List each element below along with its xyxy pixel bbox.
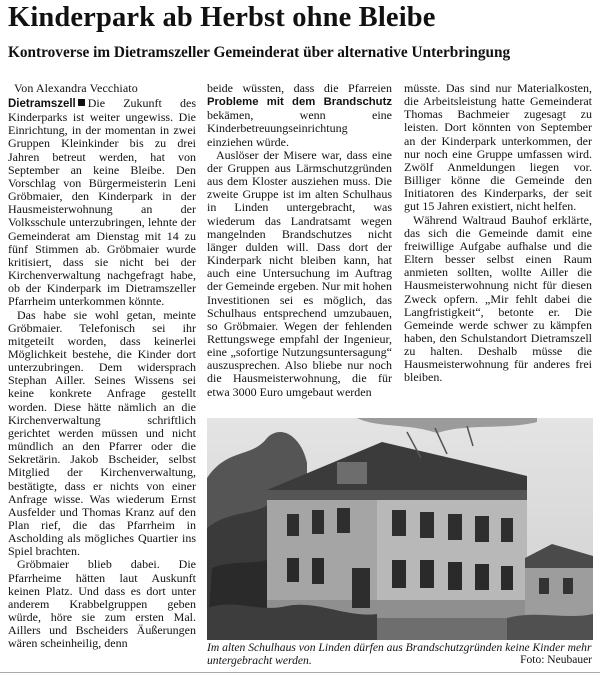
highlighted-text: Probleme mit dem Brandschutz [207,96,392,109]
paragraph [207,82,392,149]
schoolhouse-image [207,418,593,640]
paragraph-text: Die Zukunft des Kinderparks ist weiter ungewiss. Die Einrichtung, in der momentan in zwei Gruppen Kleinkinder bis zu drei Jahren betreut werden, hat von September an keine Bleibe. Den Vorschlag von Bürgermeisterin Leni Gröbmaier, den Kinderpark in der Hausmeisterwohnung an der Volksschule unterzubringen, lehnte der Gemeinderat am Dienstag mit 14 zu fünf Stimmen ab. Gröbmaier wurde kritisiert, dass sie nicht bei der Kirchenverwaltung nachgefragt habe, ob der Kinderpark im Dietramszeller Pfarrheim unterkommen könnte. [8,96,196,309]
headline: Kinderpark ab Herbst ohne Bleibe [8,2,436,33]
article-column-2 [207,82,392,399]
paragraph: Das habe sie wohl getan, meinte Gröbmaier. Telefonisch sei ihr mitgeteilt worden, dass keinerlei Möglichkeit bestehe, die Kinder dort unterzubringen. Dem widersprach Stephan Ailler. Seines Wissens sei keine konkrete Anfrage gestellt worden. Diese hätte nämlich an die Kirchenverwaltung schriftlich gerichtet werden müssen und nicht mündlich an den Pfarrer oder die Sekretärin. Jakob Bscheider, selbst Mitglied der Kirchenverwaltung, bestätigte, dass er nichts von einer Anfrage wisse. Was wiederum Ernst Ausfelder und Thomas Kranz auf den Plan rief, die das Pfarrheim in Ascholding als mögliches Quartier ins Spiel brachten. [8,307,196,559]
subheadline: Kontroverse im Dietramszeller Gemeinderat über alternative Unterbringung [8,44,511,61]
caption-text: Im alten Schulhaus von Linden dürfen aus Brandschutzgründen keine Kinder mehr untergebracht werden. [207,641,592,667]
article-column-1 [8,97,196,651]
paragraph: Während Waltraud Bauhof erklärte, das sich die Gemeinde damit eine freiwillige Aufgabe aufhalse und die Eltern besser selbst einen Raum anmieten sollten, wollte Ailler die Hausmeisterwohnung nicht für diesen Zweck opfern. „Mir fehlt dabei die Langfristigkeit“, betonte er. Die Gemeinde werde schwer zu kämpfen haben, den Schulstandort Dietramszell zu halten. Deshalb müsse die Hausmeisterwohnung für anderes frei bleiben. [404,212,592,385]
schoolhouse-photo [207,418,593,640]
square-bullet-icon [78,99,85,106]
paragraph: Auslöser der Misere war, dass eine der Gruppen aus Lärmschutzgründen aus dem Kloster ausziehen muss. Die zweite Gruppe ist im alten Schulhaus in Linden untergebracht, was wiederum das Landratsamt wegen mangelnden Brandschutzes nicht länger dulden will. Dass dort der Kinderpark nicht bleiben kann, hat auch eine Untersuchung im Auftrag der Gemeinde ergeben. Nur mit hohen Investitionen sei es möglich, das Schulhaus entsprechend umzubauen, so Gröbmaier. Wegen der fehlenden Rettungswege empfahl der Ingenieur, eine „sofortige Nutzungsuntersagung“ auszusprechen. Also bliebe nur noch die Hausmeisterwohnung, die für etwa 3000 Euro umgebaut werden [207,147,392,399]
photo-credit: Foto: Neubauer [520,654,592,666]
paragraph-text: beide wüssten, dass die Pfarreien [207,81,392,95]
paragraph: Gröbmaier blieb dabei. Die Pfarrheime hätten laut Auskunft keinen Platz. Und dass es dort unter anderem Krabbelgruppen geben würde, höre sie zum ersten Mal. Aillers und Bscheiders Äußerungen wären scheinheilig, denn [8,557,196,651]
paragraph [8,97,196,309]
article-column-3 [404,82,592,385]
dateline: Dietramszell [8,98,76,110]
paragraph: müsste. Das sind nur Materialkosten, die Arbeitsleistung hatte Gemeinderat Thomas Bachmeier zugesagt zu leisten. Dort könnten von September an der Kinderpark unterkommen, der nur noch eine Gruppe umfassen wird. Zwölf Anmeldungen liegen vor. Billiger könne die Gemeinde den Initiatoren des Kinderparks, der seit gut 15 Jahren existiert, nicht helfen. [404,81,592,214]
paragraph-text: bekämen, wenn eine Kinderbetreuungseinrichtung einziehen würde. [207,108,392,149]
byline: Von Alexandra Vecchiato [14,81,138,95]
bottom-divider [0,672,600,673]
